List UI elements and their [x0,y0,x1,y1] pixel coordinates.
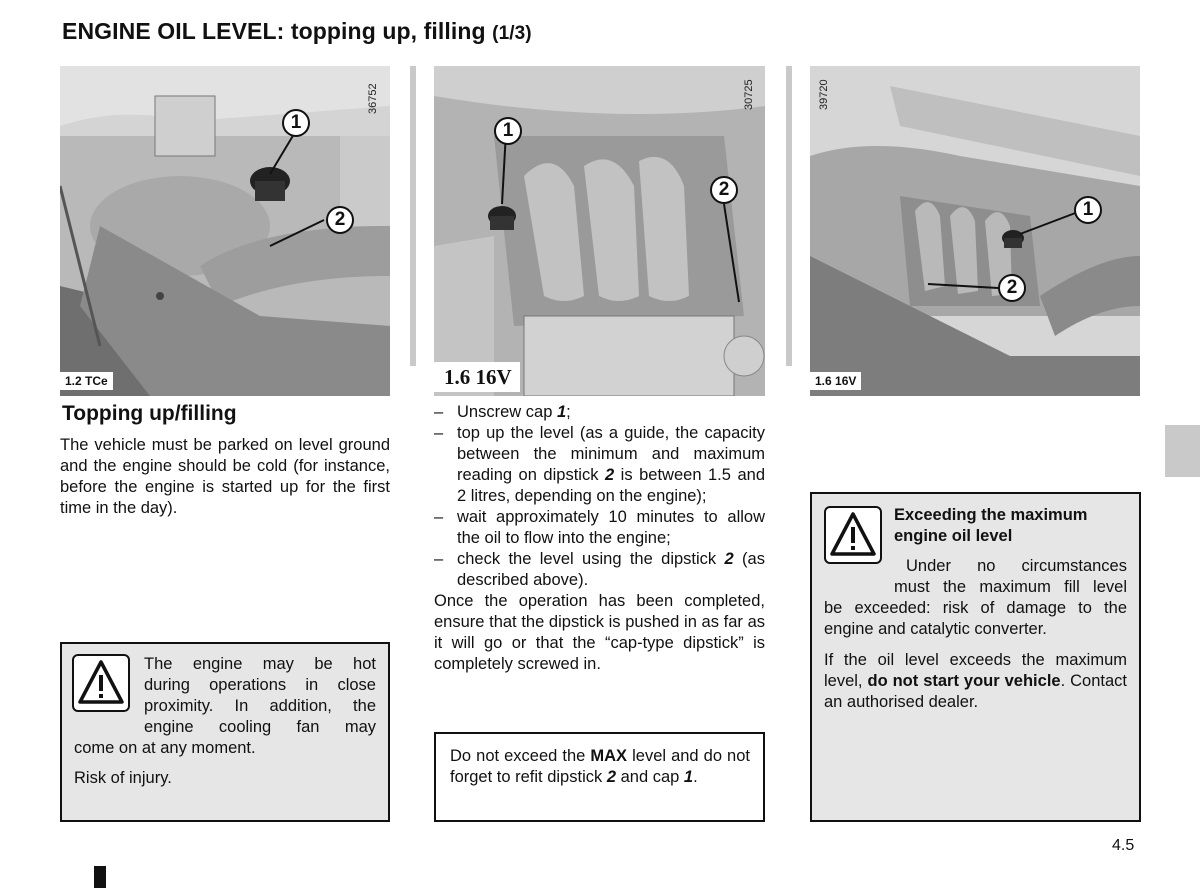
step-dash: – [434,508,444,526]
note-text-part: Do not exceed the [450,747,591,765]
step-item [434,549,765,591]
step-text-after: is between 1.5 and 2 litres, depending on the engine); [457,466,765,505]
max-level-note [434,732,765,822]
risk-text: Risk of injury. [74,769,172,787]
instruction-bold: do not start your vehicle [867,672,1061,690]
warning-line: Under no circumstances [906,557,1127,575]
procedure-steps [434,402,765,675]
callout-2: 2 [326,206,354,234]
step-text: check the level using the dipstick [457,550,725,568]
step-dash: – [434,424,444,442]
step-dash: – [434,403,444,421]
warning-text: be exceeded: risk of damage to the engine and catalytic converter. [824,599,1127,638]
warning-line: The engine may be hot [144,655,376,673]
instruction-text: If the oil level exceeds the maximum level, [824,651,1127,690]
engine-photo-1 [60,66,390,396]
step-item [434,423,765,507]
note-text [450,746,750,788]
title-part: (1/3) [492,23,532,44]
section-heading: Topping up/filling [62,402,237,425]
max-level-warning [810,492,1141,822]
callout-2: 2 [710,176,738,204]
engine-photo-2 [434,66,765,396]
step-text: top up the level (as a guide, the capacity between the minimum and maximum reading on dipstick [457,424,765,484]
figure-ref-number: 39720 [818,79,830,110]
title-text: ENGINE OIL LEVEL: topping up, filling [62,18,486,44]
step-text: wait approximately 10 minutes to allow the oil to flow into the engine; [457,508,765,547]
step-ref: 1 [556,403,567,421]
note-text-part: . [693,768,698,786]
completion-paragraph: Once the operation has been completed, ensure that the dipstick is pushed in as far as it will go or that the “cap-type dipstick” is completely screwed in. [434,592,765,673]
engine-illustration-3 [810,66,1140,396]
column-divider [410,66,416,366]
photo-caption: 1.6 16V [810,372,861,390]
warning-triangle-icon [74,656,128,710]
callout-2: 2 [998,274,1026,302]
photo-caption: 1.2 TCe [60,372,113,390]
warning-instruction [824,650,1127,713]
warning-triangle-icon [824,506,882,564]
note-ref: 1 [683,768,694,786]
step-text: Unscrew cap [457,403,557,421]
warning-title: Exceeding the maximum engine oil level [894,506,1088,545]
note-max: MAX [590,747,628,765]
step-item [434,402,765,423]
callout-1: 1 [282,109,310,137]
hot-engine-warning [60,642,390,822]
warning-line: engine cooling fan may [144,718,376,736]
warning-line: must the maximum fill level [894,578,1127,596]
warning-line: proximity. In addition, the [144,697,376,715]
parking-instructions: The vehicle must be parked on level ground and the engine should be cold (for instance, before the engine is started up for the first time in the day). [60,436,390,517]
warning-line: during operations in close [144,676,376,694]
photo-caption: 1.6 16V [434,362,520,392]
instruction-text: . Contact an authorised dealer. [824,672,1127,711]
callout-1: 1 [494,117,522,145]
page-number: 4.5 [1112,837,1135,854]
callout-1: 1 [1074,196,1102,224]
note-ref: 2 [606,768,617,786]
page-title [62,18,532,45]
note-text-part: level and do not forget to refit dipstick [450,747,750,786]
engine-photo-3 [810,66,1140,396]
step-ref: 2 [724,550,734,568]
figure-ref-number: 30725 [743,79,755,110]
binding-bar [94,866,106,888]
note-text-part: and cap [616,768,684,786]
warning-triangle-icon [72,654,130,712]
figure-ref-number: 36752 [367,83,379,114]
step-text-after: (as described above). [457,550,765,589]
engine-illustration-2 [434,66,765,396]
section-tab [1165,425,1200,477]
step-ref: 2 [604,466,615,484]
step-item [434,507,765,549]
step-text-after: ; [566,403,571,421]
column-divider [786,66,792,366]
warning-triangle-icon [826,508,880,562]
step-dash: – [434,550,444,568]
warning-line: come on at any moment. [74,739,256,757]
